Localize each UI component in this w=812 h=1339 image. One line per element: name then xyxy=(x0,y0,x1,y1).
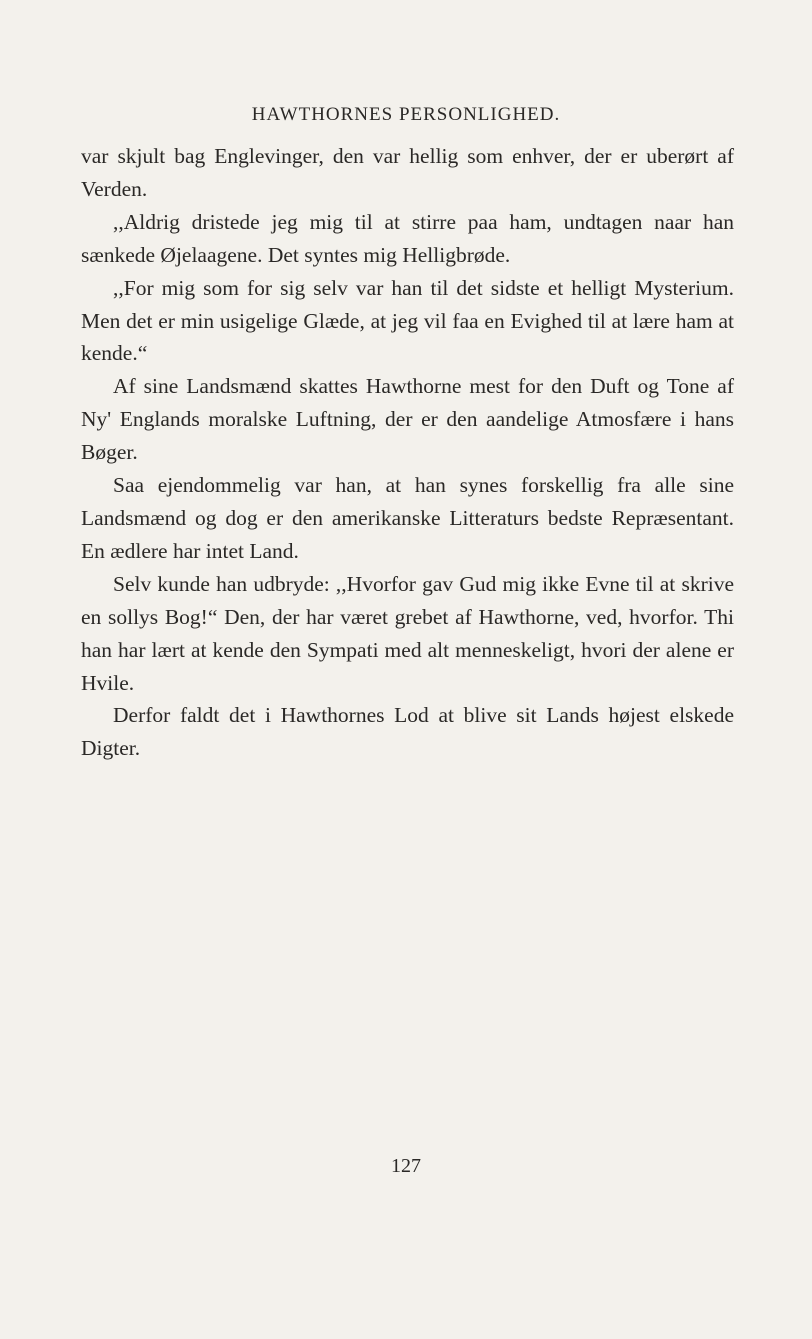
paragraph-5: Saa ejendommelig var han, at han synes forskellig fra alle sine Landsmænd og dog er den amerikanske Litteraturs bedste Repræsentant. En ædlere har intet Land. xyxy=(81,473,734,563)
page-number: 127 xyxy=(391,1155,421,1177)
paragraph-1: var skjult bag Englevinger, den var hellig som enhver, der er uberørt af Verden. xyxy=(81,144,734,201)
running-head: HAWTHORNES PERSONLIGHED. xyxy=(251,104,561,125)
body-text xyxy=(81,140,734,765)
paragraph-4: Af sine Landsmænd skattes Hawthorne mest for den Duft og Tone af Ny' Englands moralske Luftning, der er den aandelige Atmosfære i hans Bøger. xyxy=(81,374,734,465)
paragraph-3: ,,For mig som for sig selv var han til det sidste et helligt Mysterium. Men det er min usigelige Glæde, at jeg vil faa en Evighed til at lære ham at kende.“ xyxy=(81,275,734,366)
paragraph-2: ,,Aldrig dristede jeg mig til at stirre paa ham, undtagen naar han sænkede Øjelaagene. Det syntes mig Helligbrøde. xyxy=(81,209,734,267)
paragraph-7: Derfor faldt det i Hawthornes Lod at blive sit Lands højest elskede Digter. xyxy=(81,703,734,761)
paragraph-6: Selv kunde han udbryde: ,,Hvorfor gav Gud mig ikke Evne til at skrive en sollys Bog!“ Den, der har været grebet af Hawthorne, ved, hvorfor. Thi han har lært at kende den Sympati med alt menneskeligt, hvori der alene er Hvile. xyxy=(81,571,734,695)
